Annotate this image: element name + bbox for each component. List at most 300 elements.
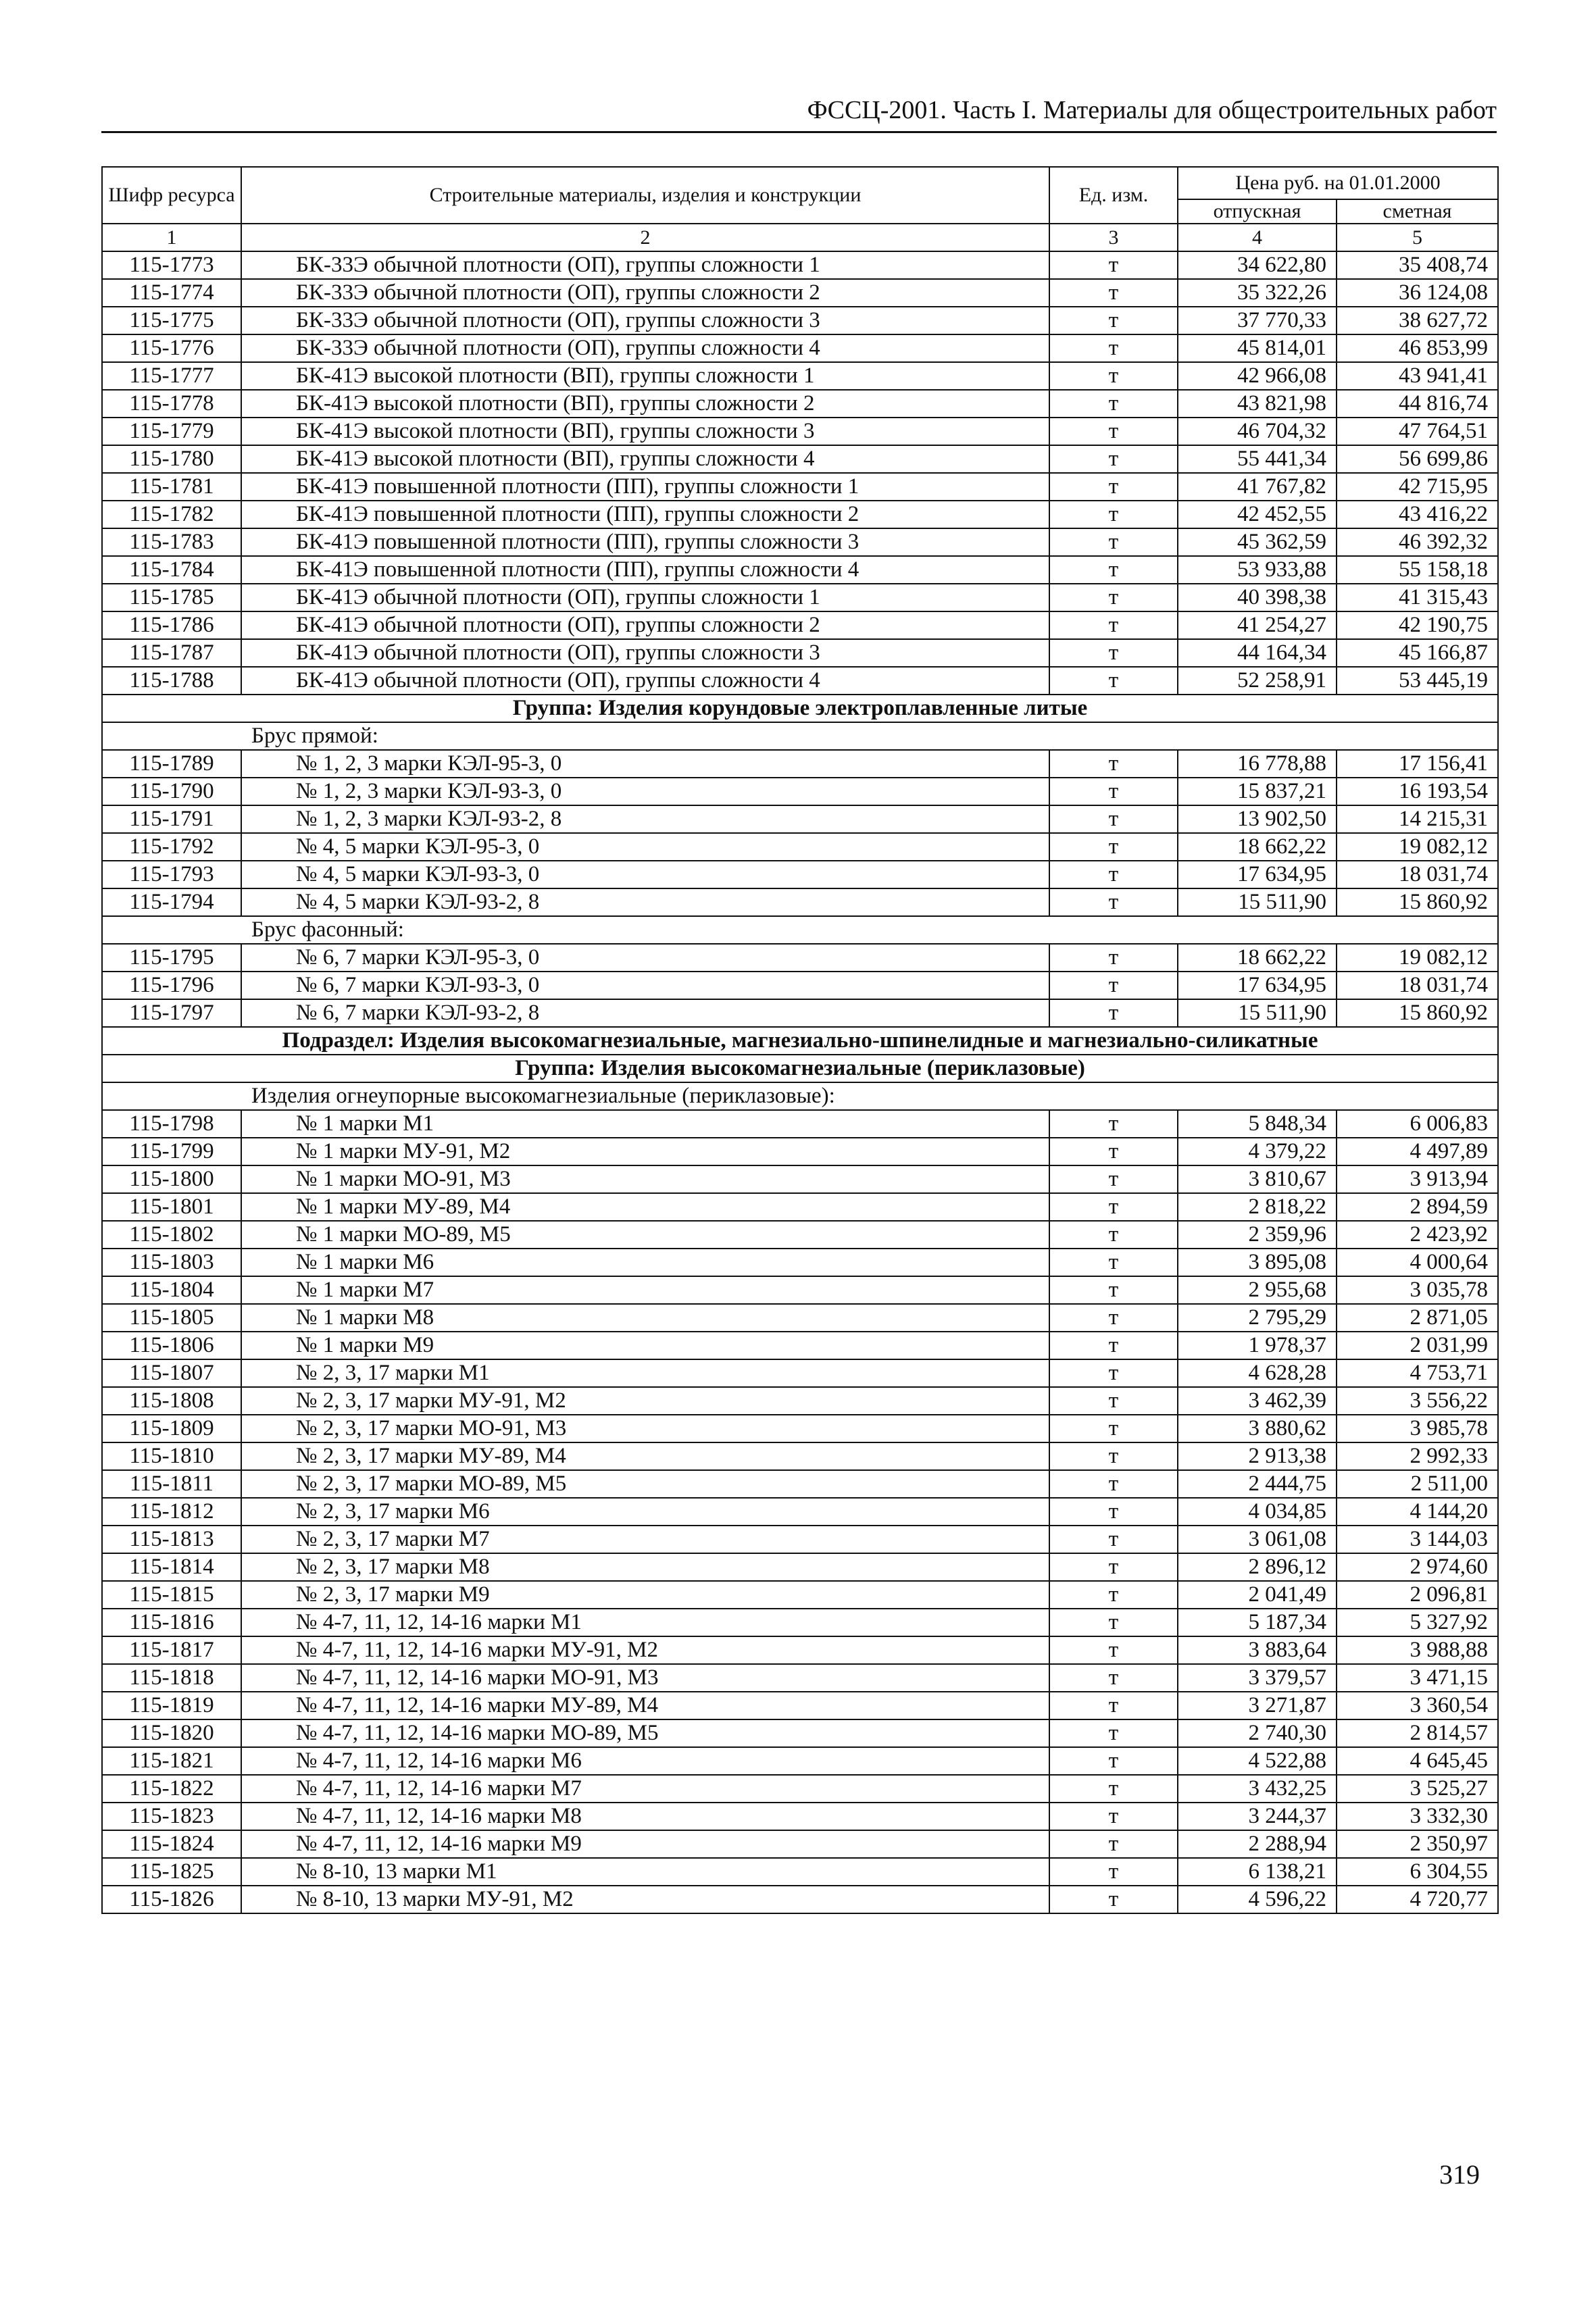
estimate-price: 3 913,94	[1337, 1165, 1498, 1193]
header-rule	[101, 131, 1497, 133]
release-price: 4 379,22	[1178, 1138, 1337, 1165]
release-price: 16 778,88	[1178, 750, 1337, 778]
estimate-price: 3 471,15	[1337, 1664, 1498, 1692]
resource-code: 115-1785	[102, 584, 241, 611]
table-row	[102, 639, 1498, 667]
table-row	[102, 1110, 1498, 1138]
material-name: № 4, 5 марки КЭЛ-95-3, 0	[241, 833, 1049, 861]
resource-code: 115-1824	[102, 1830, 241, 1858]
estimate-price: 17 156,41	[1337, 750, 1498, 778]
material-name: БК-41Э высокой плотности (ВП), группы сложности 2	[241, 390, 1049, 418]
release-price: 2 795,29	[1178, 1304, 1337, 1332]
resource-code: 115-1797	[102, 999, 241, 1027]
table-row	[102, 307, 1498, 334]
unit: т	[1049, 999, 1178, 1027]
release-price: 6 138,21	[1178, 1858, 1337, 1886]
material-name: № 2, 3, 17 марки МО-89, М5	[241, 1470, 1049, 1498]
unit: т	[1049, 1775, 1178, 1803]
unit: т	[1049, 390, 1178, 418]
resource-code: 115-1784	[102, 556, 241, 584]
resource-code: 115-1798	[102, 1110, 241, 1138]
table-row	[102, 1886, 1498, 1913]
resource-code: 115-1794	[102, 888, 241, 916]
resource-code: 115-1806	[102, 1332, 241, 1359]
col-number-1: 1	[102, 224, 241, 251]
table-row	[102, 1526, 1498, 1553]
resource-code: 115-1807	[102, 1359, 241, 1387]
table-row	[102, 1858, 1498, 1886]
release-price: 45 814,01	[1178, 334, 1337, 362]
estimate-price: 55 158,18	[1337, 556, 1498, 584]
unit: т	[1049, 418, 1178, 445]
material-name: БК-41Э обычной плотности (ОП), группы сложности 3	[241, 639, 1049, 667]
material-name: БК-41Э повышенной плотности (ПП), группы сложности 3	[241, 528, 1049, 556]
resource-code: 115-1819	[102, 1692, 241, 1719]
resource-code: 115-1788	[102, 667, 241, 695]
table-row	[102, 1193, 1498, 1221]
unit: т	[1049, 1636, 1178, 1664]
material-name: № 1, 2, 3 марки КЭЛ-95-3, 0	[241, 750, 1049, 778]
estimate-price: 45 166,87	[1337, 639, 1498, 667]
table-row	[102, 1692, 1498, 1719]
release-price: 43 821,98	[1178, 390, 1337, 418]
group-heading: Группа: Изделия высокомагнезиальные (периклазовые)	[102, 1055, 1498, 1082]
unit: т	[1049, 1886, 1178, 1913]
material-name: № 8-10, 13 марки МУ-91, М2	[241, 1886, 1049, 1913]
unit: т	[1049, 501, 1178, 528]
subheading: Брус фасонный:	[102, 916, 1498, 944]
table-row	[102, 528, 1498, 556]
table-row	[102, 1332, 1498, 1359]
estimate-price: 14 215,31	[1337, 805, 1498, 833]
table-row	[102, 279, 1498, 307]
resource-code: 115-1786	[102, 611, 241, 639]
unit: т	[1049, 1138, 1178, 1165]
table-row	[102, 418, 1498, 445]
release-price: 3 810,67	[1178, 1165, 1337, 1193]
estimate-price: 18 031,74	[1337, 861, 1498, 888]
unit: т	[1049, 1470, 1178, 1498]
table-row	[102, 944, 1498, 972]
estimate-price: 4 497,89	[1337, 1138, 1498, 1165]
resource-code: 115-1810	[102, 1442, 241, 1470]
estimate-price: 43 941,41	[1337, 362, 1498, 390]
resource-code: 115-1795	[102, 944, 241, 972]
resource-code: 115-1776	[102, 334, 241, 362]
material-name: № 1 марки М9	[241, 1332, 1049, 1359]
table-row	[102, 778, 1498, 805]
resource-code: 115-1783	[102, 528, 241, 556]
material-name: № 1 марки МО-89, М5	[241, 1221, 1049, 1249]
subheading: Брус прямой:	[102, 722, 1498, 750]
resource-code: 115-1809	[102, 1415, 241, 1442]
unit: т	[1049, 1609, 1178, 1636]
release-price: 3 379,57	[1178, 1664, 1337, 1692]
table-row	[102, 1138, 1498, 1165]
table-row	[102, 1747, 1498, 1775]
unit: т	[1049, 1193, 1178, 1221]
resource-code: 115-1777	[102, 362, 241, 390]
material-name: № 2, 3, 17 марки М6	[241, 1498, 1049, 1526]
release-price: 3 061,08	[1178, 1526, 1337, 1553]
resource-code: 115-1815	[102, 1581, 241, 1609]
col-header-unit: Ед. изм.	[1049, 167, 1178, 224]
resource-code: 115-1793	[102, 861, 241, 888]
estimate-price: 5 327,92	[1337, 1609, 1498, 1636]
material-name: № 4-7, 11, 12, 14-16 марки М8	[241, 1803, 1049, 1830]
material-name: БК-41Э повышенной плотности (ПП), группы сложности 1	[241, 473, 1049, 501]
material-name: № 1 марки М7	[241, 1276, 1049, 1304]
material-name: № 4, 5 марки КЭЛ-93-2, 8	[241, 888, 1049, 916]
unit: т	[1049, 778, 1178, 805]
table-row	[102, 611, 1498, 639]
resource-code: 115-1816	[102, 1609, 241, 1636]
release-price: 45 362,59	[1178, 528, 1337, 556]
estimate-price: 2 992,33	[1337, 1442, 1498, 1470]
estimate-price: 15 860,92	[1337, 999, 1498, 1027]
material-name: № 4-7, 11, 12, 14-16 марки МО-91, М3	[241, 1664, 1049, 1692]
estimate-price: 2 096,81	[1337, 1581, 1498, 1609]
col-header-estimate: сметная	[1337, 199, 1498, 224]
unit: т	[1049, 1332, 1178, 1359]
table-row	[102, 556, 1498, 584]
resource-code: 115-1825	[102, 1858, 241, 1886]
material-name: № 4-7, 11, 12, 14-16 марки МУ-91, М2	[241, 1636, 1049, 1664]
page-number: 319	[1439, 2159, 1480, 2190]
unit: т	[1049, 1747, 1178, 1775]
table-row	[102, 1664, 1498, 1692]
estimate-price: 43 416,22	[1337, 501, 1498, 528]
table-row	[102, 805, 1498, 833]
resource-code: 115-1801	[102, 1193, 241, 1221]
unit: т	[1049, 307, 1178, 334]
resource-code: 115-1823	[102, 1803, 241, 1830]
release-price: 4 628,28	[1178, 1359, 1337, 1387]
resource-code: 115-1789	[102, 750, 241, 778]
release-price: 3 895,08	[1178, 1249, 1337, 1276]
release-price: 3 880,62	[1178, 1415, 1337, 1442]
unit: т	[1049, 1553, 1178, 1581]
resource-code: 115-1813	[102, 1526, 241, 1553]
estimate-price: 2 814,57	[1337, 1719, 1498, 1747]
release-price: 55 441,34	[1178, 445, 1337, 473]
estimate-price: 19 082,12	[1337, 944, 1498, 972]
unit: т	[1049, 833, 1178, 861]
resource-code: 115-1780	[102, 445, 241, 473]
col-number-2: 2	[241, 224, 1049, 251]
unit: т	[1049, 1498, 1178, 1526]
table-row	[102, 362, 1498, 390]
table-row	[102, 999, 1498, 1027]
material-name: № 4, 5 марки КЭЛ-93-3, 0	[241, 861, 1049, 888]
unit: т	[1049, 1415, 1178, 1442]
table-row	[102, 1636, 1498, 1664]
col-number-5: 5	[1337, 224, 1498, 251]
release-price: 4 034,85	[1178, 1498, 1337, 1526]
unit: т	[1049, 279, 1178, 307]
unit: т	[1049, 584, 1178, 611]
table-row	[102, 1415, 1498, 1442]
estimate-price: 4 000,64	[1337, 1249, 1498, 1276]
resource-code: 115-1817	[102, 1636, 241, 1664]
material-name: БК-33Э обычной плотности (ОП), группы сложности 1	[241, 251, 1049, 279]
unit: т	[1049, 445, 1178, 473]
material-name: № 1 марки МУ-91, М2	[241, 1138, 1049, 1165]
release-price: 18 662,22	[1178, 833, 1337, 861]
table-row	[102, 1553, 1498, 1581]
group-heading: Группа: Изделия корундовые электроплавленные литые	[102, 695, 1498, 722]
material-name: БК-41Э повышенной плотности (ПП), группы сложности 2	[241, 501, 1049, 528]
release-price: 46 704,32	[1178, 418, 1337, 445]
unit: т	[1049, 1664, 1178, 1692]
release-price: 2 955,68	[1178, 1276, 1337, 1304]
release-price: 5 848,34	[1178, 1110, 1337, 1138]
material-name: БК-41Э повышенной плотности (ПП), группы сложности 4	[241, 556, 1049, 584]
material-name: БК-33Э обычной плотности (ОП), группы сложности 3	[241, 307, 1049, 334]
material-name: № 1 марки М1	[241, 1110, 1049, 1138]
material-name: БК-41Э обычной плотности (ОП), группы сложности 2	[241, 611, 1049, 639]
unit: т	[1049, 1276, 1178, 1304]
release-price: 15 837,21	[1178, 778, 1337, 805]
material-name: № 6, 7 марки КЭЛ-93-2, 8	[241, 999, 1049, 1027]
release-price: 2 896,12	[1178, 1553, 1337, 1581]
unit: т	[1049, 473, 1178, 501]
group-heading-row	[102, 695, 1498, 722]
material-name: № 4-7, 11, 12, 14-16 марки М7	[241, 1775, 1049, 1803]
unit: т	[1049, 1165, 1178, 1193]
estimate-price: 47 764,51	[1337, 418, 1498, 445]
unit: т	[1049, 1359, 1178, 1387]
estimate-price: 44 816,74	[1337, 390, 1498, 418]
table-row	[102, 473, 1498, 501]
material-name: № 4-7, 11, 12, 14-16 марки МО-89, М5	[241, 1719, 1049, 1747]
resource-code: 115-1792	[102, 833, 241, 861]
unit: т	[1049, 1803, 1178, 1830]
table-row	[102, 861, 1498, 888]
resource-code: 115-1821	[102, 1747, 241, 1775]
release-price: 41 254,27	[1178, 611, 1337, 639]
price-table	[101, 166, 1499, 1914]
unit: т	[1049, 667, 1178, 695]
release-price: 3 271,87	[1178, 1692, 1337, 1719]
estimate-price: 4 645,45	[1337, 1747, 1498, 1775]
resource-code: 115-1800	[102, 1165, 241, 1193]
estimate-price: 2 511,00	[1337, 1470, 1498, 1498]
unit: т	[1049, 1221, 1178, 1249]
estimate-price: 35 408,74	[1337, 251, 1498, 279]
estimate-price: 41 315,43	[1337, 584, 1498, 611]
resource-code: 115-1791	[102, 805, 241, 833]
resource-code: 115-1804	[102, 1276, 241, 1304]
table-row	[102, 1498, 1498, 1526]
material-name: № 2, 3, 17 марки МО-91, М3	[241, 1415, 1049, 1442]
unit: т	[1049, 251, 1178, 279]
resource-code: 115-1803	[102, 1249, 241, 1276]
estimate-price: 46 853,99	[1337, 334, 1498, 362]
release-price: 4 596,22	[1178, 1886, 1337, 1913]
release-price: 42 452,55	[1178, 501, 1337, 528]
col-number-4: 4	[1178, 224, 1337, 251]
release-price: 2 444,75	[1178, 1470, 1337, 1498]
resource-code: 115-1796	[102, 972, 241, 999]
material-name: № 1, 2, 3 марки КЭЛ-93-2, 8	[241, 805, 1049, 833]
running-header: ФССЦ-2001. Часть I. Материалы для общестроительных работ	[807, 96, 1497, 124]
subsection-heading-row	[102, 1027, 1498, 1055]
release-price: 13 902,50	[1178, 805, 1337, 833]
release-price: 2 740,30	[1178, 1719, 1337, 1747]
table-row	[102, 1581, 1498, 1609]
subsection-heading: Подраздел: Изделия высокомагнезиальные, магнезиально-шпинелидные и магнезиально-силикатные	[102, 1027, 1498, 1055]
release-price: 18 662,22	[1178, 944, 1337, 972]
table-row	[102, 1221, 1498, 1249]
table-row	[102, 251, 1498, 279]
table-row	[102, 445, 1498, 473]
table-row	[102, 1304, 1498, 1332]
table-row	[102, 1359, 1498, 1387]
estimate-price: 2 871,05	[1337, 1304, 1498, 1332]
estimate-price: 56 699,86	[1337, 445, 1498, 473]
resource-code: 115-1799	[102, 1138, 241, 1165]
resource-code: 115-1805	[102, 1304, 241, 1332]
estimate-price: 6 304,55	[1337, 1858, 1498, 1886]
material-name: № 2, 3, 17 марки М8	[241, 1553, 1049, 1581]
release-price: 2 818,22	[1178, 1193, 1337, 1221]
table-row	[102, 1470, 1498, 1498]
material-name: № 1 марки МО-91, М3	[241, 1165, 1049, 1193]
unit: т	[1049, 861, 1178, 888]
release-price: 17 634,95	[1178, 972, 1337, 999]
material-name: БК-41Э обычной плотности (ОП), группы сложности 1	[241, 584, 1049, 611]
release-price: 2 913,38	[1178, 1442, 1337, 1470]
material-name: № 4-7, 11, 12, 14-16 марки М9	[241, 1830, 1049, 1858]
col-number-3: 3	[1049, 224, 1178, 251]
release-price: 4 522,88	[1178, 1747, 1337, 1775]
estimate-price: 2 350,97	[1337, 1830, 1498, 1858]
resource-code: 115-1822	[102, 1775, 241, 1803]
release-price: 37 770,33	[1178, 307, 1337, 334]
table-header	[102, 167, 1498, 251]
subheading-row	[102, 1082, 1498, 1110]
resource-code: 115-1826	[102, 1886, 241, 1913]
table-row	[102, 1276, 1498, 1304]
release-price: 15 511,90	[1178, 999, 1337, 1027]
material-name: БК-33Э обычной плотности (ОП), группы сложности 2	[241, 279, 1049, 307]
estimate-price: 42 715,95	[1337, 473, 1498, 501]
release-price: 5 187,34	[1178, 1609, 1337, 1636]
estimate-price: 3 988,88	[1337, 1636, 1498, 1664]
estimate-price: 2 894,59	[1337, 1193, 1498, 1221]
table-row	[102, 1803, 1498, 1830]
estimate-price: 16 193,54	[1337, 778, 1498, 805]
col-header-name: Строительные материалы, изделия и конструкции	[241, 167, 1049, 224]
material-name: № 2, 3, 17 марки М7	[241, 1526, 1049, 1553]
table-body	[102, 251, 1498, 1913]
material-name: БК-41Э высокой плотности (ВП), группы сложности 3	[241, 418, 1049, 445]
material-name: БК-41Э обычной плотности (ОП), группы сложности 4	[241, 667, 1049, 695]
release-price: 2 288,94	[1178, 1830, 1337, 1858]
release-price: 52 258,91	[1178, 667, 1337, 695]
estimate-price: 4 720,77	[1337, 1886, 1498, 1913]
col-header-price: Цена руб. на 01.01.2000	[1178, 167, 1498, 199]
table-row	[102, 1775, 1498, 1803]
material-name: № 2, 3, 17 марки М9	[241, 1581, 1049, 1609]
unit: т	[1049, 556, 1178, 584]
resource-code: 115-1773	[102, 251, 241, 279]
resource-code: 115-1779	[102, 418, 241, 445]
resource-code: 115-1775	[102, 307, 241, 334]
release-price: 41 767,82	[1178, 473, 1337, 501]
resource-code: 115-1812	[102, 1498, 241, 1526]
release-price: 17 634,95	[1178, 861, 1337, 888]
unit: т	[1049, 1858, 1178, 1886]
table-row	[102, 501, 1498, 528]
estimate-price: 42 190,75	[1337, 611, 1498, 639]
release-price: 3 883,64	[1178, 1636, 1337, 1664]
resource-code: 115-1790	[102, 778, 241, 805]
estimate-price: 2 423,92	[1337, 1221, 1498, 1249]
resource-code: 115-1820	[102, 1719, 241, 1747]
material-name: № 6, 7 марки КЭЛ-93-3, 0	[241, 972, 1049, 999]
table-row	[102, 833, 1498, 861]
table-row	[102, 1609, 1498, 1636]
material-name: № 2, 3, 17 марки МУ-89, М4	[241, 1442, 1049, 1470]
resource-code: 115-1818	[102, 1664, 241, 1692]
resource-code: 115-1774	[102, 279, 241, 307]
unit: т	[1049, 805, 1178, 833]
estimate-price: 2 031,99	[1337, 1332, 1498, 1359]
estimate-price: 3 360,54	[1337, 1692, 1498, 1719]
estimate-price: 3 556,22	[1337, 1387, 1498, 1415]
unit: т	[1049, 362, 1178, 390]
estimate-price: 18 031,74	[1337, 972, 1498, 999]
unit: т	[1049, 334, 1178, 362]
resource-code: 115-1778	[102, 390, 241, 418]
release-price: 44 164,34	[1178, 639, 1337, 667]
unit: т	[1049, 1110, 1178, 1138]
table-row	[102, 1830, 1498, 1858]
release-price: 3 462,39	[1178, 1387, 1337, 1415]
table-row	[102, 584, 1498, 611]
unit: т	[1049, 611, 1178, 639]
resource-code: 115-1811	[102, 1470, 241, 1498]
resource-code: 115-1802	[102, 1221, 241, 1249]
table-row	[102, 390, 1498, 418]
material-name: БК-41Э высокой плотности (ВП), группы сложности 1	[241, 362, 1049, 390]
estimate-price: 3 985,78	[1337, 1415, 1498, 1442]
table-row	[102, 1249, 1498, 1276]
unit: т	[1049, 1830, 1178, 1858]
subheading-row	[102, 916, 1498, 944]
unit: т	[1049, 750, 1178, 778]
col-header-release: отпускная	[1178, 199, 1337, 224]
unit: т	[1049, 1304, 1178, 1332]
estimate-price: 36 124,08	[1337, 279, 1498, 307]
release-price: 35 322,26	[1178, 279, 1337, 307]
group-heading-row	[102, 1055, 1498, 1082]
release-price: 40 398,38	[1178, 584, 1337, 611]
table-row	[102, 667, 1498, 695]
table-row	[102, 1719, 1498, 1747]
material-name: № 4-7, 11, 12, 14-16 марки М6	[241, 1747, 1049, 1775]
release-price: 42 966,08	[1178, 362, 1337, 390]
unit: т	[1049, 1249, 1178, 1276]
release-price: 15 511,90	[1178, 888, 1337, 916]
estimate-price: 2 974,60	[1337, 1553, 1498, 1581]
material-name: № 6, 7 марки КЭЛ-95-3, 0	[241, 944, 1049, 972]
unit: т	[1049, 1692, 1178, 1719]
material-name: БК-41Э высокой плотности (ВП), группы сложности 4	[241, 445, 1049, 473]
resource-code: 115-1782	[102, 501, 241, 528]
